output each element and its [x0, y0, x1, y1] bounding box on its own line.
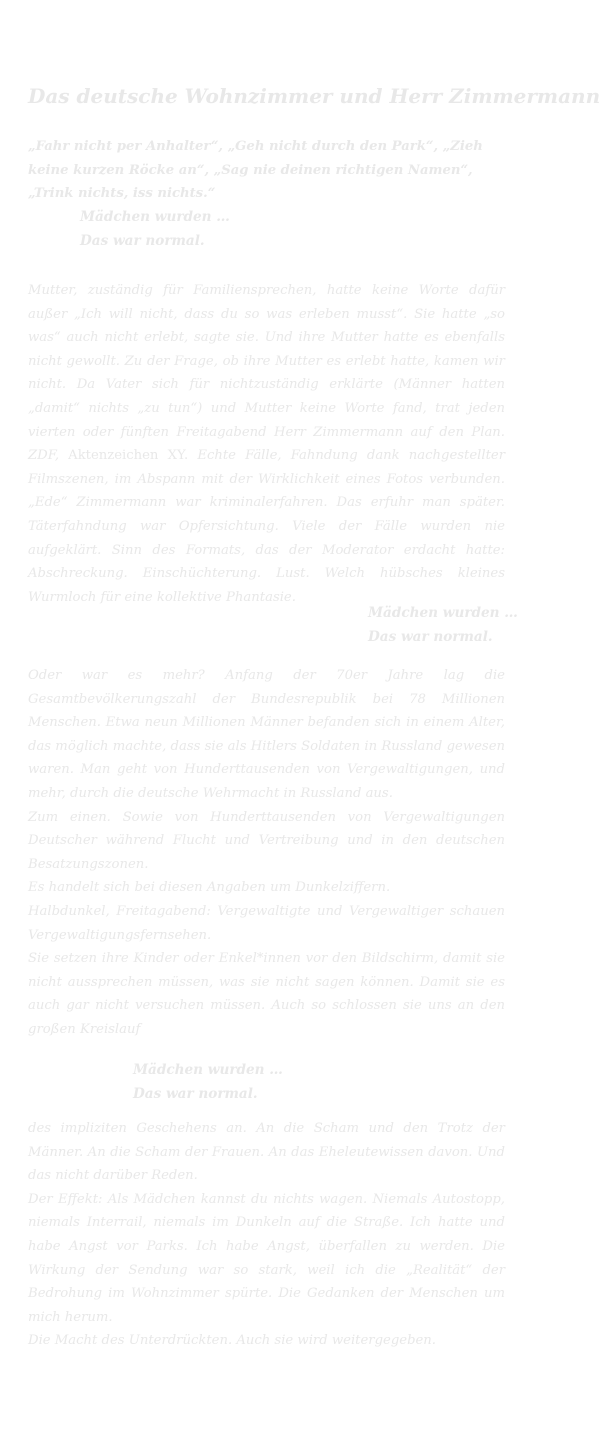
paragraph-3 [28, 1117, 505, 1353]
paragraph-3-sentence-2: Der Effekt: Als Mädchen kannst du nichts wagen. Niemals Autostopp, niemals Interrail, niemals im Dunkeln auf die Straße. Ich hatte und habe Angst vor Parks. Ich habe Angst, überfallen zu werden. Die Wirkung der Sendung war so stark, weil ich die „Realität“ der Bedrohung im Wohnzimmer spürte. Die Gedanken der Menschen um mich herum. [28, 1191, 505, 1325]
paragraph-1-part-1: Mutter, zuständig für Familiensprechen, hatte keine Worte dafür außer „Ich will nicht, dass du so was erleben musst“. Sie hatte „so was“ auch nicht erlebt, sagte sie. Und ihre Mutter hatte es ebenfalls nicht gewollt. Zu der Frage, ob ihre Mutter es erlebt hatte, kamen wir nicht. Da Vater sich für nichtzuständig erklärte (Männer hatten „damit“ nichts „zu tun“) und Mutter keine Worte fand, trat jeden vierten oder fünften Freitagabend Herr Zimmermann auf den Plan. ZDF, [28, 283, 505, 464]
article-title: Das deutsche Wohnzimmer und Herr Zimmermann [28, 84, 600, 108]
refrain-line-2: Das war normal. [80, 232, 205, 249]
refrain-line-1: Mädchen wurden … [133, 1062, 283, 1078]
refrain-1 [80, 206, 230, 253]
paragraph-1-part-2: Echte Fälle, Fahndung dank nachgestellter Filmszenen, im Abspann mit der Wirklichkeit eines Fotos verbunden. „Ede“ Zimmermann war kriminalerfahren. Das erfuhr man später. Täterfahndung war Opfersichtung. Viele der Fälle wurden nie aufgeklärt. Sinn des Formats, das der Moderator erdacht hatte: Abschreckung. Einschüchterung. Lust. Welch hübsches kleines Wurmloch für eine kollektive Phantasie. [28, 448, 506, 605]
paragraph-1 [28, 279, 505, 609]
paragraph-2-sentence-5: Sie setzen ihre Kinder oder Enkel*innen vor den Bildschirm, damit sie nicht aussprechen müssen, was sie nicht sagen können. Damit sie es auch gar nicht versuchen müssen. Auch so schlossen sie uns an den großen Kreislauf [28, 951, 505, 1037]
refrain-2 [368, 602, 518, 649]
refrain-line-2: Das war normal. [368, 628, 493, 645]
intro-quote: „Fahr nicht per Anhalter“, „Geh nicht durch den Park“, „Zieh keine kurzen Röcke an“, „Sag nie deinen richtigen Namen“, „Trink nichts, iss nichts.“ [28, 139, 483, 202]
paragraph-2 [28, 664, 505, 1042]
refrain-line-1: Mädchen wurden … [80, 209, 230, 225]
paragraph-2-sentence-3: Es handelt sich bei diesen Angaben um Dunkelziffern. [28, 880, 391, 896]
paragraph-3-sentence-1: des impliziten Geschehens an. An die Scham und den Trotz der Männer. An die Scham der Frauen. An das Eheleutewissen davon. Und das nicht darüber Reden. [28, 1121, 505, 1184]
paragraph-2-sentence-1: Oder war es mehr? Anfang der 70er Jahre lag die Gesamtbevölkerungszahl der Bundesrepublik bei 78 Millionen Menschen. Etwa neun Millionen Männer befanden sich in einem Alter, das möglich machte, dass sie als Hitlers Soldaten in Russland gewesen waren. Man geht von Hunderttausenden von Vergewaltigungen, und mehr, durch die deutsche Wehrmacht in Russland aus. [28, 668, 505, 801]
paragraph-2-sentence-4: Halbdunkel, Freitagabend: Vergewaltigte und Vergewaltiger schauen Vergewaltigungsfernsehen. [28, 903, 505, 943]
refrain-line-2: Das war normal. [133, 1085, 258, 1102]
refrain-line-1: Mädchen wurden … [368, 605, 518, 621]
paragraph-3-sentence-3: Die Macht des Unterdrückten. Auch sie wird weitergegeben. [28, 1333, 436, 1349]
paragraph-2-sentence-2: Zum einen. Sowie von Hunderttausenden von Vergewaltigungen Deutscher während Flucht und Vertreibung und in den deutschen Besatzungszonen. [28, 809, 505, 872]
refrain-3 [133, 1059, 283, 1106]
program-name: Aktenzeichen XY. [68, 448, 189, 464]
